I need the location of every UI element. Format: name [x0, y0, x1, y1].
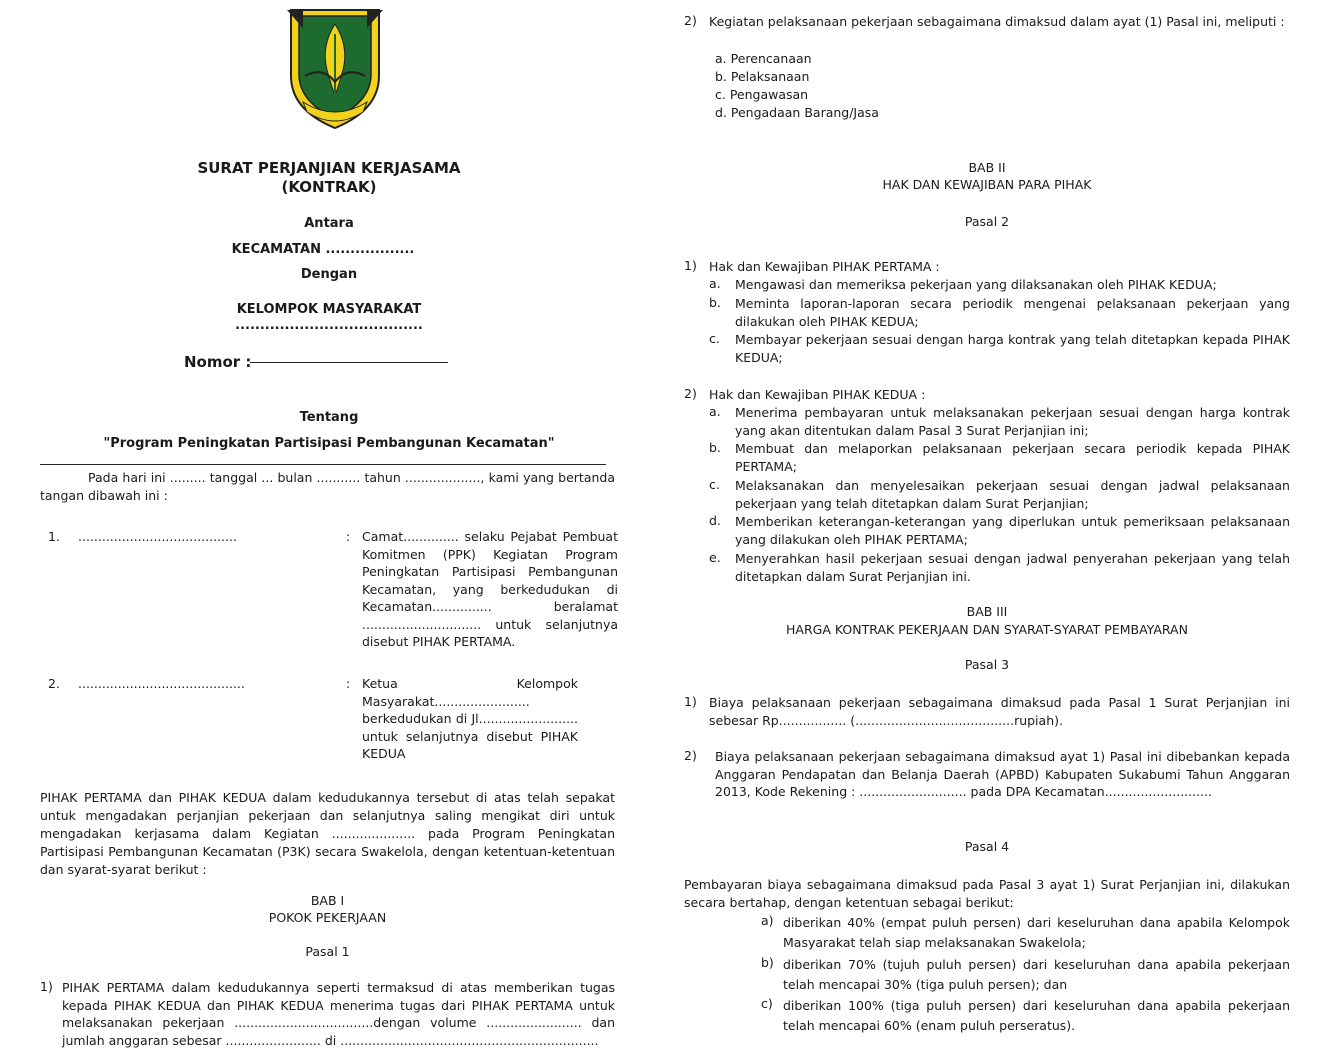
pasal1-heading: Pasal 1	[305, 944, 350, 959]
regency-emblem-logo	[283, 6, 387, 130]
hak1-item-label: c.	[709, 331, 720, 346]
divider-line	[40, 464, 606, 465]
tentang-label: Tentang	[299, 410, 359, 425]
pasal2-heading: Pasal 2	[964, 214, 1010, 229]
hak2-item-b	[709, 440, 1290, 475]
payment-item-label: b)	[761, 955, 774, 970]
dengan-label: Dengan	[300, 267, 358, 282]
bab2-heading: BAB II	[968, 160, 1006, 175]
document-title: SURAT PERJANJIAN KERJASAMA	[197, 159, 461, 177]
kelompok-dots: ......................................	[235, 318, 423, 333]
hak2-item-text: Menyerahkan hasil pekerjaan sesuai dengan jadwal penyerahan pekerjaan yang telah ditetapkan dalam Surat Perjanjian ini.	[735, 551, 1290, 584]
payment-item-b	[761, 955, 1290, 995]
document-subtitle: (KONTRAK)	[281, 178, 377, 196]
hak2-item-d	[709, 513, 1290, 548]
hak2-item-text: Melaksanakan dan menyelesaikan pekerjaan sesuai dengan jadwal pelaksanaan pekerjaan yang telah ditetapkan dalam Surat Perjanjian;	[735, 478, 1290, 511]
hak2-item-e	[709, 550, 1290, 585]
hak2-item-text: Memberikan keterangan-keterangan yang diperlukan untuk pemeriksaan pelaksanaan yang dilakukan oleh PIHAK PERTAMA;	[735, 514, 1290, 547]
pasal1-item-number: 1)	[40, 979, 53, 994]
hak1-item-text: Membayar pekerjaan sesuai dengan harga kontrak yang telah ditetapkan kepada PIHAK KEDUA;	[735, 332, 1290, 365]
nomor-line	[250, 362, 448, 363]
hak1-item-text: Mengawasi dan memeriksa pekerjaan yang dilaksanakan oleh PIHAK KEDUA;	[735, 277, 1217, 292]
hak2-item-label: a.	[709, 404, 721, 419]
party2-dots: ..........................................	[78, 676, 245, 691]
bab2-title: HAK DAN KEWAJIBAN PARA PIHAK	[882, 177, 1092, 192]
hak-pihak-pertama	[684, 258, 1290, 276]
bab1-heading: BAB I	[310, 893, 345, 908]
payment-item-a	[761, 913, 1290, 953]
biaya-item-1	[684, 694, 1290, 729]
hak1-item-b	[709, 295, 1290, 330]
activity-item: c. Pengawasan	[715, 87, 809, 102]
hak2-item-text: Menerima pembayaran untuk melaksanakan pekerjaan sesuai dengan harga kontrak yang akan ditentukan dalam Pasal 3 Surat Perjanjian ini;	[735, 405, 1290, 438]
hak2-item-label: c.	[709, 477, 720, 492]
hak-pihak-kedua	[684, 386, 1290, 404]
pasal3-heading: Pasal 3	[964, 657, 1010, 672]
payment-item-label: a)	[761, 913, 774, 928]
biaya2-number: 2)	[684, 748, 697, 763]
intro-paragraph: Pada hari ini ......... tanggal ... bulan ........... tahun ..................., kami yang bertanda tangan dibawah ini :	[40, 470, 615, 503]
party1-number: 1.	[48, 529, 60, 544]
party2-colon: :	[346, 676, 351, 691]
payment-item-text: diberikan 40% (empat puluh persen) dari keseluruhan dana apabila Kelompok Masyarakat telah siap melaksanakan Swakelola;	[783, 915, 1290, 950]
biaya1-number: 1)	[684, 694, 697, 709]
hak1-item-a	[709, 276, 1290, 294]
bab1-title: POKOK PEKERJAAN	[268, 910, 387, 925]
kecamatan-label: KECAMATAN ..................	[231, 242, 415, 257]
kelompok-label: KELOMPOK MASYARAKAT	[236, 302, 422, 317]
pasal4-heading: Pasal 4	[964, 839, 1010, 854]
pasal1-item2-text: Kegiatan pelaksanaan pekerjaan sebagaimana dimaksud dalam ayat (1) Pasal ini, meliputi :	[709, 14, 1285, 29]
hak2-item-c	[709, 477, 1290, 512]
hak1-number: 1)	[684, 258, 697, 273]
activity-item: a. Perencanaan	[715, 51, 812, 66]
party1-text: Camat.............. selaku Pejabat Pembuat Komitmen (PPK) Kegiatan Program Peningkatan Partisipasi Pembangunan Kecamatan, yang berkedudukan di Kecamatan............... beralamat .............................. untuk selanjutnya disebut PIHAK PERTAMA.	[362, 529, 618, 649]
party2-text: Ketua Kelompok Masyarakat........................ berkedudukan di Jl......................... untuk selanjutnya disebut PIHAK KEDUA	[362, 676, 578, 761]
program-title: "Program Peningkatan Partisipasi Pembangunan Kecamatan"	[103, 436, 555, 451]
biaya1-text: Biaya pelaksanaan pekerjaan sebagaimana dimaksud pada Pasal 1 Surat Perjanjian ini sebesar Rp................. (........................................rupiah).	[709, 695, 1290, 728]
hak2-number: 2)	[684, 386, 697, 401]
payment-item-text: diberikan 70% (tujuh puluh persen) dari keseluruhan dana apabila pekerjaan telah mencapai 30% (tiga puluh persen); dan	[783, 957, 1290, 992]
party2-description	[346, 675, 578, 763]
payment-item-c	[761, 996, 1290, 1036]
biaya2-text: Biaya pelaksanaan pekerjaan sebagaimana dimaksud ayat 1) Pasal ini dibebankan kepada Anggaran Pendapatan dan Belanja Daerah (APBD) Kabupaten Sukabumi Tahun Anggaran 2013, Kode Rekening : ........................... pada DPA Kecamatan...........................	[715, 749, 1290, 799]
payment-item-label: c)	[761, 996, 773, 1011]
payment-paragraph: Pembayaran biaya sebagaimana dimaksud pada Pasal 3 ayat 1) Surat Perjanjian ini, dilakukan secara bertahap, dengan ketentuan sebagai berikut:	[684, 877, 1290, 910]
activity-item: d. Pengadaan Barang/Jasa	[715, 105, 879, 120]
hak1-item-label: b.	[709, 295, 721, 310]
hak2-item-a	[709, 404, 1290, 439]
antara-label: Antara	[304, 216, 354, 231]
agreement-paragraph: PIHAK PERTAMA dan PIHAK KEDUA dalam kedudukannya tersebut di atas telah sepakat untuk mengadakan perjanjian pekerjaan dan selanjutnya saling mengikat diri untuk mengadakan kerjasama dalam Kegiatan ..................... pada Program Peningkatan Partisipasi Pembangunan Kecamatan (P3K) secara Swakelola, dengan ketentuan-ketentuan dan syarat-syarat berikut :	[40, 790, 615, 877]
pasal1-item-text: PIHAK PERTAMA dalam kedudukannya seperti termaksud di atas memberikan tugas kepada PIHAK KEDUA dan PIHAK KEDUA menerima tugas dari PIHAK PERTAMA untuk melaksanakan pekerjaan ...................................dengan volume ........................ dan jumlah anggaran sebesar ........................ di .................................................................	[62, 980, 615, 1048]
bab3-heading: BAB III	[966, 604, 1008, 619]
party1-colon: :	[346, 529, 351, 544]
hak2-item-label: d.	[709, 513, 721, 528]
pasal1-item-2	[684, 13, 1290, 31]
party1-dots: ........................................	[78, 529, 237, 544]
hak2-item-label: e.	[709, 550, 721, 565]
hak1-item-c	[709, 331, 1290, 366]
nomor-label: Nomor :	[184, 353, 252, 371]
party2-number: 2.	[48, 676, 60, 691]
pasal1-item-1	[40, 979, 615, 1049]
hak1-item-text: Meminta laporan-laporan secara periodik mengenai pelaksanaan pekerjaan yang dilakukan oleh PIHAK KEDUA;	[735, 296, 1290, 329]
bab3-title: HARGA KONTRAK PEKERJAAN DAN SYARAT-SYARAT PEMBAYARAN	[786, 622, 1188, 637]
hak1-item-label: a.	[709, 276, 721, 291]
payment-item-text: diberikan 100% (tiga puluh persen) dari keseluruhan dana apabila pekerjaan telah mencapai 60% (enam puluh perseratus).	[783, 998, 1290, 1033]
activity-item: b. Pelaksanaan	[715, 69, 810, 84]
hak2-item-label: b.	[709, 440, 721, 455]
hak2-item-text: Membuat dan melaporkan pelaksanaan pekerjaan secara periodik kepada PIHAK PERTAMA;	[735, 441, 1290, 474]
hak2-text: Hak dan Kewajiban PIHAK KEDUA :	[709, 387, 926, 402]
party1-description	[346, 528, 618, 651]
hak1-text: Hak dan Kewajiban PIHAK PERTAMA :	[709, 259, 940, 274]
biaya-item-2	[684, 748, 1290, 801]
activity-list	[715, 50, 879, 122]
pasal1-item2-number: 2)	[684, 13, 697, 28]
